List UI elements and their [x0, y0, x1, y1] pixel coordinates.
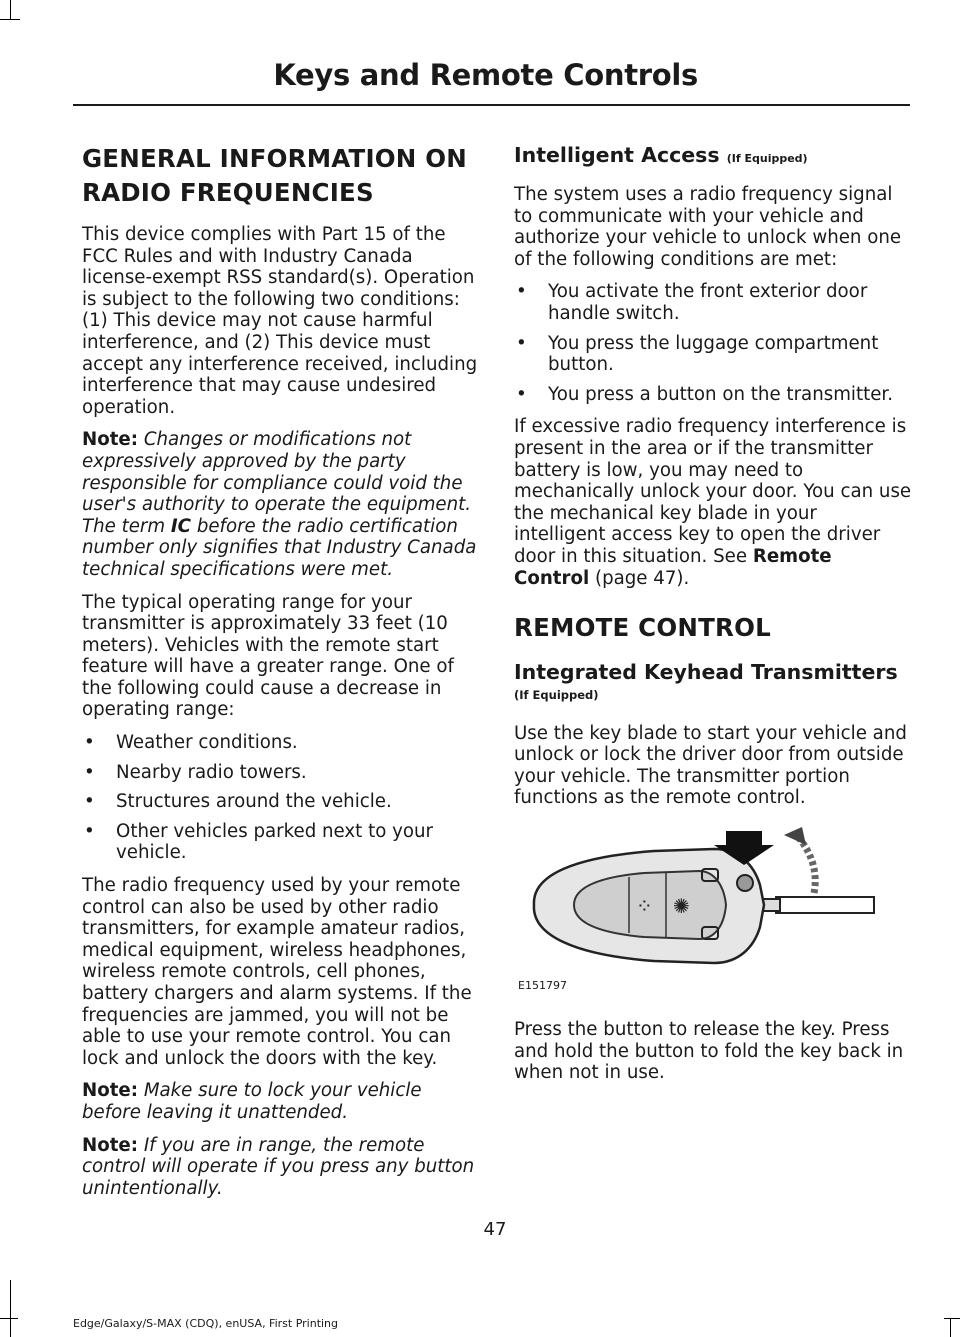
- key-release-button: [737, 875, 753, 891]
- page-header-title: Keys and Remote Controls: [273, 58, 698, 92]
- if-equipped-label: (If Equipped): [514, 688, 599, 703]
- note-modifications: [82, 429, 480, 580]
- note-text: before the radio certification number only signifies that Industry Canada technical specifications were met.: [82, 515, 477, 580]
- note-text-bold: IC: [170, 515, 192, 537]
- note-label: Note:: [82, 1134, 139, 1156]
- list-item: • Other vehicles parked next to your vehicle.: [82, 821, 480, 864]
- note-text: Changes or modifications not expressively approved by the party responsible for compliance could void the user's authority to operate the equipment. The term: [82, 429, 472, 537]
- panic-icon: ✺: [673, 894, 690, 919]
- range-factors-list: [82, 732, 480, 864]
- compliance-paragraph: This device complies with Part 15 of the FCC Rules and with Industry Canada license-exempt RSS standard(s). Operation is subject to the following two conditions: (1) This device may not cause harmful interference, and (2) This device must accept any interference received, including interference that may cause undesired operation.: [82, 224, 478, 418]
- crop-mark: [10, 1280, 11, 1337]
- note-text: Make sure to lock your vehicle before leaving it unattended.: [82, 1080, 422, 1123]
- right-column: [514, 142, 912, 1095]
- left-column: [82, 142, 480, 1210]
- fold-arrow-icon: [798, 837, 815, 893]
- section-heading-remote-control: REMOTE CONTROL: [514, 613, 771, 643]
- note-label: Note:: [82, 1080, 139, 1102]
- operating-range-paragraph: The typical operating range for your transmitter is approximately 33 feet (10 meters). Vehicles with the remote start feature will have a greater range. One of the following could cause a decrease in operating range:: [82, 591, 454, 721]
- key-fob-illustration: [514, 827, 884, 997]
- list-item: • Weather conditions.: [82, 732, 480, 754]
- key-transmitter-figure: [514, 827, 884, 997]
- paragraph-text: If excessive radio frequency interference is present in the area or if the transmitter battery is low, you may need to mechanically unlock your door. You can use the mechanical key blade in your intelligent access key to open the driver door in this situation. See: [514, 416, 912, 567]
- subheading-integrated-keyhead: Integrated Keyhead Transmitters: [514, 660, 898, 685]
- crop-mark: [950, 1318, 951, 1337]
- crop-mark: [10, 0, 11, 20]
- interference-paragraph: The radio frequency used by your remote control can also be used by other radio transmitters, for example amateur radios, medical equipment, wireless headphones, wireless remote controls, cell phones, battery chargers and alarm systems. If the frequencies are jammed, you will not be able to use your remote control. You can lock and unlock the doors with the key.: [82, 875, 472, 1069]
- remote-start-icon: ⁘: [636, 894, 653, 919]
- section-heading-radio-frequencies: GENERAL INFORMATION ON RADIO FREQUENCIES: [82, 144, 467, 207]
- key-blade-paragraph: Use the key blade to start your vehicle and unlock or lock the driver door from outside your vehicle. The transmitter portion functions as the remote control.: [514, 722, 907, 809]
- crop-mark: [0, 19, 20, 20]
- section-heading-intelligent-access: [514, 142, 912, 172]
- note-lock-vehicle: [82, 1080, 480, 1123]
- note-label: Note:: [82, 429, 139, 451]
- crop-mark: [0, 1318, 18, 1319]
- remote-control-link[interactable]: Remote Control: [514, 545, 832, 589]
- interference-unlock-paragraph: [514, 416, 912, 589]
- release-key-paragraph: Press the button to release the key. Press and hold the button to fold the key back in when not in use.: [514, 1019, 904, 1084]
- list-item: • You press the luggage compartment button.: [514, 333, 912, 376]
- list-item: • You activate the front exterior door handle switch.: [514, 281, 912, 324]
- list-item: • Nearby radio towers.: [82, 762, 480, 784]
- list-item: • You press a button on the transmitter.: [514, 384, 912, 406]
- note-text: If you are in range, the remote control will operate if you press any button unintentionally.: [82, 1134, 475, 1199]
- header-rule: [73, 104, 910, 106]
- unlock-conditions-list: [514, 281, 912, 405]
- paragraph-text: (page 47).: [589, 567, 690, 589]
- crop-mark: [944, 1318, 960, 1319]
- figure-id: E151797: [518, 979, 567, 993]
- list-item: • Structures around the vehicle.: [82, 791, 480, 813]
- page-number: 47: [483, 1219, 507, 1240]
- footer-text: Edge/Galaxy/S-MAX (CDQ), enUSA, First Printing: [73, 1317, 339, 1330]
- if-equipped-label: (If Equipped): [726, 152, 808, 165]
- heading-text: Intelligent Access: [514, 143, 720, 167]
- intelligent-access-paragraph: The system uses a radio frequency signal to communicate with your vehicle and authorize your vehicle to unlock when one of the following conditions are met:: [514, 184, 902, 270]
- note-unintentional: [82, 1135, 480, 1200]
